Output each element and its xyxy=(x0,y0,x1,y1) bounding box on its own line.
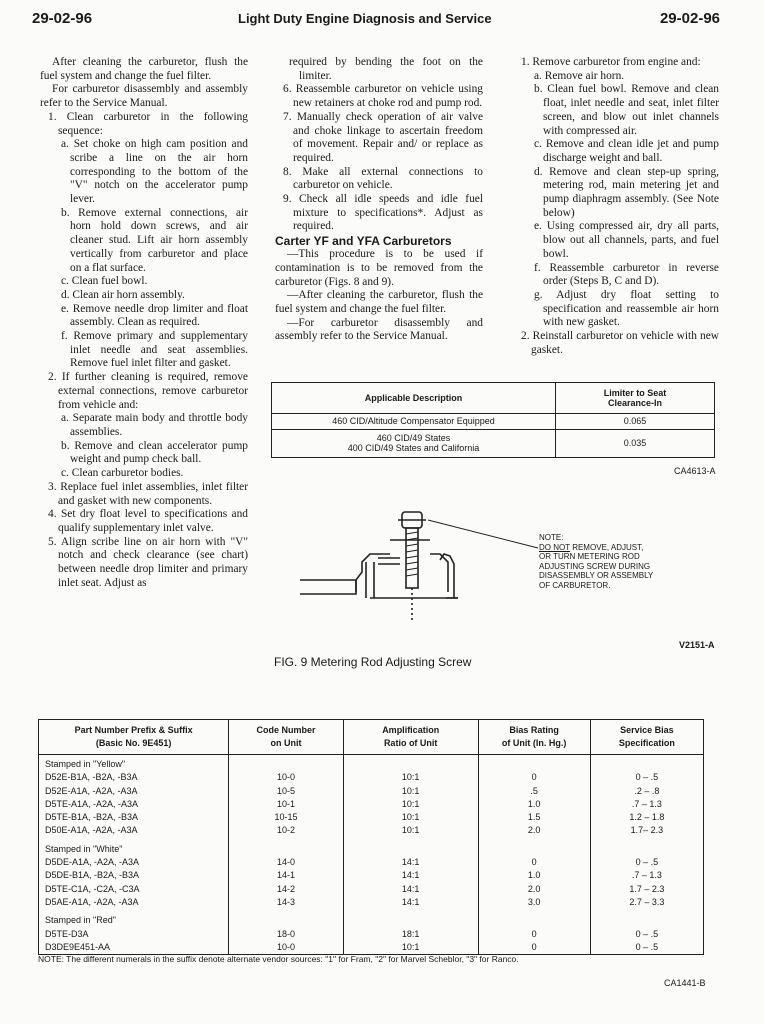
figure-caption: FIG. 9 Metering Rod Adjusting Screw xyxy=(274,655,472,669)
table-cell: D5DE-A1A, -A2A, -A3A xyxy=(39,856,229,869)
table-cell xyxy=(590,838,703,856)
substep: e. Using compressed air, dry all parts, blow out all channels, parts, and fuel bowl. xyxy=(534,220,719,260)
table-header: Applicable Description xyxy=(272,383,556,414)
table-cell: 3.0 xyxy=(478,896,590,909)
table-cell: 10-1 xyxy=(229,798,344,811)
step: 3. Replace fuel inlet assemblies, inlet filter and gasket with new components. xyxy=(48,480,248,507)
table-cell xyxy=(590,909,703,927)
table-cell: 10:1 xyxy=(343,771,478,784)
step: 6. Reassemble carburetor on vehicle using new retainers at choke rod and pump rod. xyxy=(283,83,483,110)
table-cell xyxy=(590,755,703,772)
table-cell: 10-5 xyxy=(229,785,344,798)
table-cell xyxy=(478,755,590,772)
table-row xyxy=(39,785,704,798)
table-cell xyxy=(478,909,590,927)
substep: b. Remove external connections, air horn hold down screws, and air cleaner stud. Lift air horn assembly vertically from carburetor and place on a flat surface. xyxy=(61,206,248,274)
substep: a. Set choke on high cam position and scribe a line on the air horn corresponding to the bottom of the "V" notch on the accelerator pump lever. xyxy=(61,138,248,206)
table-header: Amplification Ratio of Unit xyxy=(343,720,478,755)
clearance-table xyxy=(271,382,715,458)
table-cell: 10:1 xyxy=(343,941,478,955)
table-cell: 0 – .5 xyxy=(590,941,703,955)
bias-table xyxy=(38,719,704,955)
table-row xyxy=(39,838,704,856)
section-heading: Carter YF and YFA Carburetors xyxy=(275,234,452,249)
page-header xyxy=(32,10,720,32)
table-header: Code Number on Unit xyxy=(229,720,344,755)
table-cell: D5TE-A1A, -A2A, -A3A xyxy=(39,798,229,811)
table-header: Limiter to Seat Clearance-In xyxy=(556,383,715,414)
table-cell: 14-0 xyxy=(229,856,344,869)
table-cell xyxy=(478,838,590,856)
paragraph: required by bending the foot on the limiter. xyxy=(289,56,483,82)
table-cell: Stamped in "White" xyxy=(39,838,229,856)
substep: b. Remove and clean accelerator pump weight and pump check ball. xyxy=(61,439,248,466)
table-header: Service Bias Specification xyxy=(590,720,703,755)
paragraph: —For carburetor disassembly and assembly refer to the Service Manual. xyxy=(275,316,483,343)
table-cell: 2.7 – 3.3 xyxy=(590,896,703,909)
figure-code: CA1441-B xyxy=(664,978,706,988)
table-row xyxy=(39,824,704,837)
table-cell: 14:1 xyxy=(343,869,478,882)
substep: d. Remove and clean step-up spring, metering rod, main metering jet and pump diaphragm assembly. (See Note below) xyxy=(534,165,719,219)
table-cell: Stamped in "Red" xyxy=(39,909,229,927)
table-cell: 10:1 xyxy=(343,785,478,798)
table-cell: 1.7 – 2.3 xyxy=(590,883,703,896)
substep: g. Adjust dry float setting to specification and reassemble air horn with new gasket. xyxy=(534,288,719,329)
table-cell: Stamped in "Yellow" xyxy=(39,755,229,772)
step: 7. Manually check operation of air valve and choke linkage to ascertain freedom of movement. Repair and/ or replace as required. xyxy=(283,110,483,164)
step: 4. Set dry float level to specifications and qualify supplementary inlet valve. xyxy=(48,508,248,534)
substep: e. Remove needle drop limiter and float assembly. Clean as required. xyxy=(61,302,248,329)
step: 2. Reinstall carburetor on vehicle with new gasket. xyxy=(521,330,719,356)
table-cell: 10-0 xyxy=(229,941,344,955)
figure-note: NOTE: DO NOT REMOVE, ADJUST, OR TURN METERING ROD ADJUSTING SCREW DURING DISASSEMBLY OR ASSEMBLY OF CARBURETOR. xyxy=(539,533,654,590)
table-cell: 2.0 xyxy=(478,824,590,837)
substep: d. Clean air horn assembly. xyxy=(61,288,185,301)
table-cell: 460 CID/Altitude Compensator Equipped xyxy=(272,414,556,430)
substep: b. Clean fuel bowl. Remove and clean float, inlet needle and seat, inlet filter screen, and blow out inlet channels with compressed air. xyxy=(534,83,719,137)
table-cell: 14:1 xyxy=(343,856,478,869)
table-row xyxy=(39,755,704,772)
table-cell: .5 xyxy=(478,785,590,798)
table-cell: 10:1 xyxy=(343,798,478,811)
table-cell: 18:1 xyxy=(343,928,478,941)
step: 2. If further cleaning is required, remove external connections, remove carburetor from vehicle and: xyxy=(48,371,248,411)
table-row xyxy=(39,928,704,941)
table-cell xyxy=(343,755,478,772)
step: 1. Clean carburetor in the following sequence: xyxy=(48,110,248,137)
table-cell: 10:1 xyxy=(343,824,478,837)
table-cell: .7 – 1.3 xyxy=(590,798,703,811)
table-cell: 1.5 xyxy=(478,811,590,824)
table-row xyxy=(39,909,704,927)
table-cell xyxy=(343,838,478,856)
table-cell: 14:1 xyxy=(343,883,478,896)
table-row xyxy=(39,896,704,909)
table-cell: 18-0 xyxy=(229,928,344,941)
table-cell: 14-3 xyxy=(229,896,344,909)
substep: f. Remove primary and supplementary inlet needle and seat assemblies. Remove fuel inlet filter and gasket. xyxy=(61,330,248,370)
table-row xyxy=(39,771,704,784)
table-cell: D52E-A1A, -A2A, -A3A xyxy=(39,785,229,798)
substep: c. Clean carburetor bodies. xyxy=(61,467,184,480)
step: 1. Remove carburetor from engine and: xyxy=(521,56,701,68)
table-cell: D5AE-A1A, -A2A, -A3A xyxy=(39,896,229,909)
table-cell: 2.0 xyxy=(478,883,590,896)
table-cell: 10-2 xyxy=(229,824,344,837)
table-cell: 0 xyxy=(478,771,590,784)
table-cell: 1.0 xyxy=(478,869,590,882)
substep: c. Remove and clean idle jet and pump discharge weight and ball. xyxy=(534,138,719,164)
table-cell: 0 – .5 xyxy=(590,771,703,784)
step: 5. Align scribe line on air horn with "V" notch and check clearance (see chart) between needle drop limiter and primary inlet seat. Adjust as xyxy=(48,535,248,589)
table-cell: D5DE-B1A, -B2A, -B3A xyxy=(39,869,229,882)
table-header: Bias Rating of Unit (In. Hg.) xyxy=(478,720,590,755)
table-cell: D52E-B1A, -B2A, -B3A xyxy=(39,771,229,784)
table-cell: 0 – .5 xyxy=(590,928,703,941)
text-column-1 xyxy=(40,56,248,590)
table-cell: 10-0 xyxy=(229,771,344,784)
step: 8. Make all external connections to carburetor on vehicle. xyxy=(283,165,483,192)
table-row xyxy=(39,856,704,869)
table-cell: 0 xyxy=(478,941,590,955)
table-row xyxy=(39,869,704,882)
table-cell xyxy=(229,755,344,772)
table-cell xyxy=(343,909,478,927)
table-cell: 14-2 xyxy=(229,883,344,896)
table-row xyxy=(39,941,704,955)
paragraph: After cleaning the carburetor, flush the fuel system and change the fuel filter. xyxy=(40,56,248,82)
table-row xyxy=(39,811,704,824)
text-column-3 xyxy=(513,56,719,357)
table-cell: 0 xyxy=(478,856,590,869)
table-cell xyxy=(229,909,344,927)
table-cell xyxy=(229,838,344,856)
table-cell: 10:1 xyxy=(343,811,478,824)
text-column-2 xyxy=(275,56,483,344)
table-cell: .7 – 1.3 xyxy=(590,869,703,882)
table-cell: 0 – .5 xyxy=(590,856,703,869)
table-row xyxy=(39,798,704,811)
table-header: Part Number Prefix & Suffix (Basic No. 9E451) xyxy=(39,720,229,755)
page-number-right: 29-02-96 xyxy=(659,10,720,27)
substep: a. Separate main body and throttle body assemblies. xyxy=(61,412,248,438)
paragraph: —This procedure is to be used if contamination is to be removed from the carburetor (Figs. 8 and 9). xyxy=(275,248,483,288)
paragraph: For carburetor disassembly and assembly refer to the Service Manual. xyxy=(40,83,248,110)
table-cell: D50E-A1A, -A2A, -A3A xyxy=(39,824,229,837)
table-cell: 0.035 xyxy=(556,429,715,457)
table-cell: D5TE-D3A xyxy=(39,928,229,941)
table-cell: D3DE9E451-AA xyxy=(39,941,229,955)
page-title: Light Duty Engine Diagnosis and Service xyxy=(238,11,492,26)
table-cell: 0 xyxy=(478,928,590,941)
page-number-left: 29-02-96 xyxy=(32,10,93,27)
paragraph: —After cleaning the carburetor, flush the fuel system and change the fuel filter. xyxy=(275,289,483,315)
substep: c. Clean fuel bowl. xyxy=(61,275,148,288)
table-cell: 1.2 – 1.8 xyxy=(590,811,703,824)
substep: a. Remove air horn. xyxy=(534,69,625,82)
table-cell: D5TE-C1A, -C2A, -C3A xyxy=(39,883,229,896)
table-cell: 460 CID/49 States 400 CID/49 States and California xyxy=(272,429,556,457)
table-cell: 1.0 xyxy=(478,798,590,811)
table-cell: 10-15 xyxy=(229,811,344,824)
table-cell: 0.065 xyxy=(556,414,715,430)
table-note: NOTE: The different numerals in the suffix denote alternate vendor sources: "1" for Fram, "2" for Marvel Scheblor, "3" for Ranco. xyxy=(38,954,519,964)
table-cell: 14:1 xyxy=(343,896,478,909)
substep: f. Reassemble carburetor in reverse order (Steps B, C and D). xyxy=(534,261,719,288)
table-cell: 1.7– 2.3 xyxy=(590,824,703,837)
figure-code: CA4613-A xyxy=(674,466,716,476)
table-cell: 14-1 xyxy=(229,869,344,882)
table-row xyxy=(39,883,704,896)
table-cell: .2 – .8 xyxy=(590,785,703,798)
figure-code: V2151-A xyxy=(679,640,715,650)
table-cell: D5TE-B1A, -B2A, -B3A xyxy=(39,811,229,824)
step: 9. Check all idle speeds and idle fuel mixture to specifications*. Adjust as required. xyxy=(283,193,483,233)
